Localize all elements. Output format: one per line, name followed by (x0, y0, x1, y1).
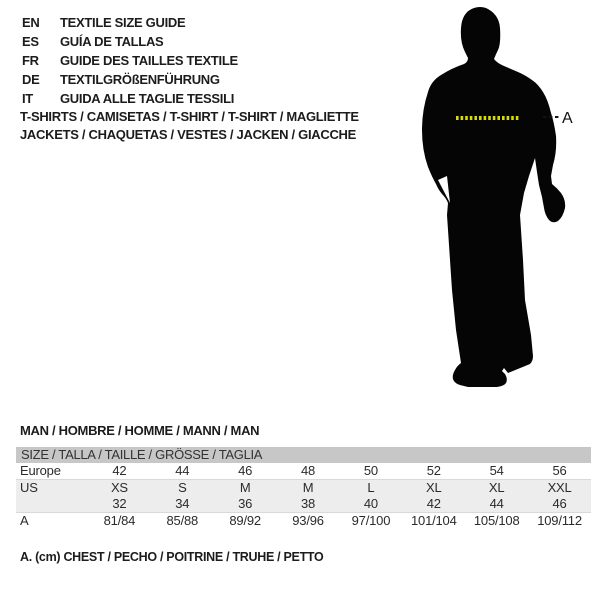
table-cell: 105/108 (473, 513, 520, 528)
table-cell: 46 (528, 496, 591, 513)
measure-a-label: A (562, 110, 573, 127)
table-cell: 46 (238, 463, 253, 478)
table-cell: 109/112 (537, 513, 582, 528)
table-cell: 40 (340, 496, 403, 513)
table-cell: 93/96 (292, 513, 324, 528)
table-cell: 50 (363, 463, 378, 478)
language-code: DE (22, 72, 40, 87)
category-jackets: JACKETS / CHAQUETAS / VESTES / JACKEN / GIACCHE (20, 127, 356, 142)
table-cell: S (151, 480, 214, 497)
table-row-chest-a (16, 513, 591, 530)
language-code: IT (22, 91, 33, 106)
language-row (22, 32, 238, 51)
table-cell: 81/84 (103, 513, 136, 528)
man-silhouette-figure (395, 0, 600, 400)
table-cell: XL (465, 480, 528, 497)
language-label: GUÍA DE TALLAS (60, 34, 164, 49)
language-row (22, 89, 238, 108)
table-cell: M (214, 480, 277, 497)
table-cell: XS (88, 480, 151, 497)
table-cell: M (277, 480, 340, 497)
table-cell: 85/88 (166, 513, 199, 528)
language-code: EN (22, 15, 40, 30)
man-silhouette-shape (422, 7, 565, 387)
table-cell: XXL (528, 480, 591, 497)
language-label: GUIDA ALLE TAGLIE TESSILI (60, 91, 235, 106)
language-label: GUIDE DES TAILLES TEXTILE (60, 53, 238, 68)
measurement-footnote: A. (cm) CHEST / PECHO / POITRINE / TRUHE / PETTO (20, 550, 324, 564)
language-label: TEXTILGRÖßENFÜHRUNG (60, 72, 220, 87)
category-titles (20, 108, 359, 144)
category-tshirts: T-SHIRTS / CAMISETAS / T-SHIRT / T-SHIRT / MAGLIETTE (20, 109, 359, 124)
table-cell: 52 (426, 463, 441, 478)
size-table (16, 447, 591, 529)
row-label: Europe (20, 463, 61, 478)
table-cell: 36 (214, 496, 277, 513)
row-label: US (16, 480, 88, 497)
table-row-us (16, 480, 591, 497)
language-row (22, 70, 238, 89)
language-label: TEXTILE SIZE GUIDE (60, 15, 186, 30)
table-cell: 89/92 (229, 513, 261, 528)
section-title-man: MAN / HOMBRE / HOMME / MANN / MAN (20, 423, 260, 438)
table-cell: 56 (552, 463, 567, 478)
table-row-europe (16, 463, 591, 480)
table-cell: 101/104 (411, 513, 457, 528)
language-code: FR (22, 53, 39, 68)
table-cell: 32 (88, 496, 151, 513)
table-cell: 34 (151, 496, 214, 513)
language-code: ES (22, 34, 39, 49)
row-label (16, 496, 88, 513)
language-list (22, 13, 238, 108)
table-row-numeric (16, 496, 591, 513)
table-cell: XL (402, 480, 465, 497)
language-row (22, 51, 238, 70)
size-table-header: SIZE / TALLA / TAILLE / GRÖSSE / TAGLIA (16, 447, 591, 463)
table-cell: 42 (402, 496, 465, 513)
table-cell: 44 (175, 463, 190, 478)
table-cell: 42 (112, 463, 127, 478)
table-cell: 48 (301, 463, 316, 478)
language-row (22, 13, 238, 32)
table-cell: 38 (277, 496, 340, 513)
table-cell: 44 (465, 496, 528, 513)
table-cell: 97/100 (351, 513, 391, 528)
table-cell: L (340, 480, 403, 497)
table-cell: 54 (489, 463, 504, 478)
row-label: A (20, 513, 29, 528)
